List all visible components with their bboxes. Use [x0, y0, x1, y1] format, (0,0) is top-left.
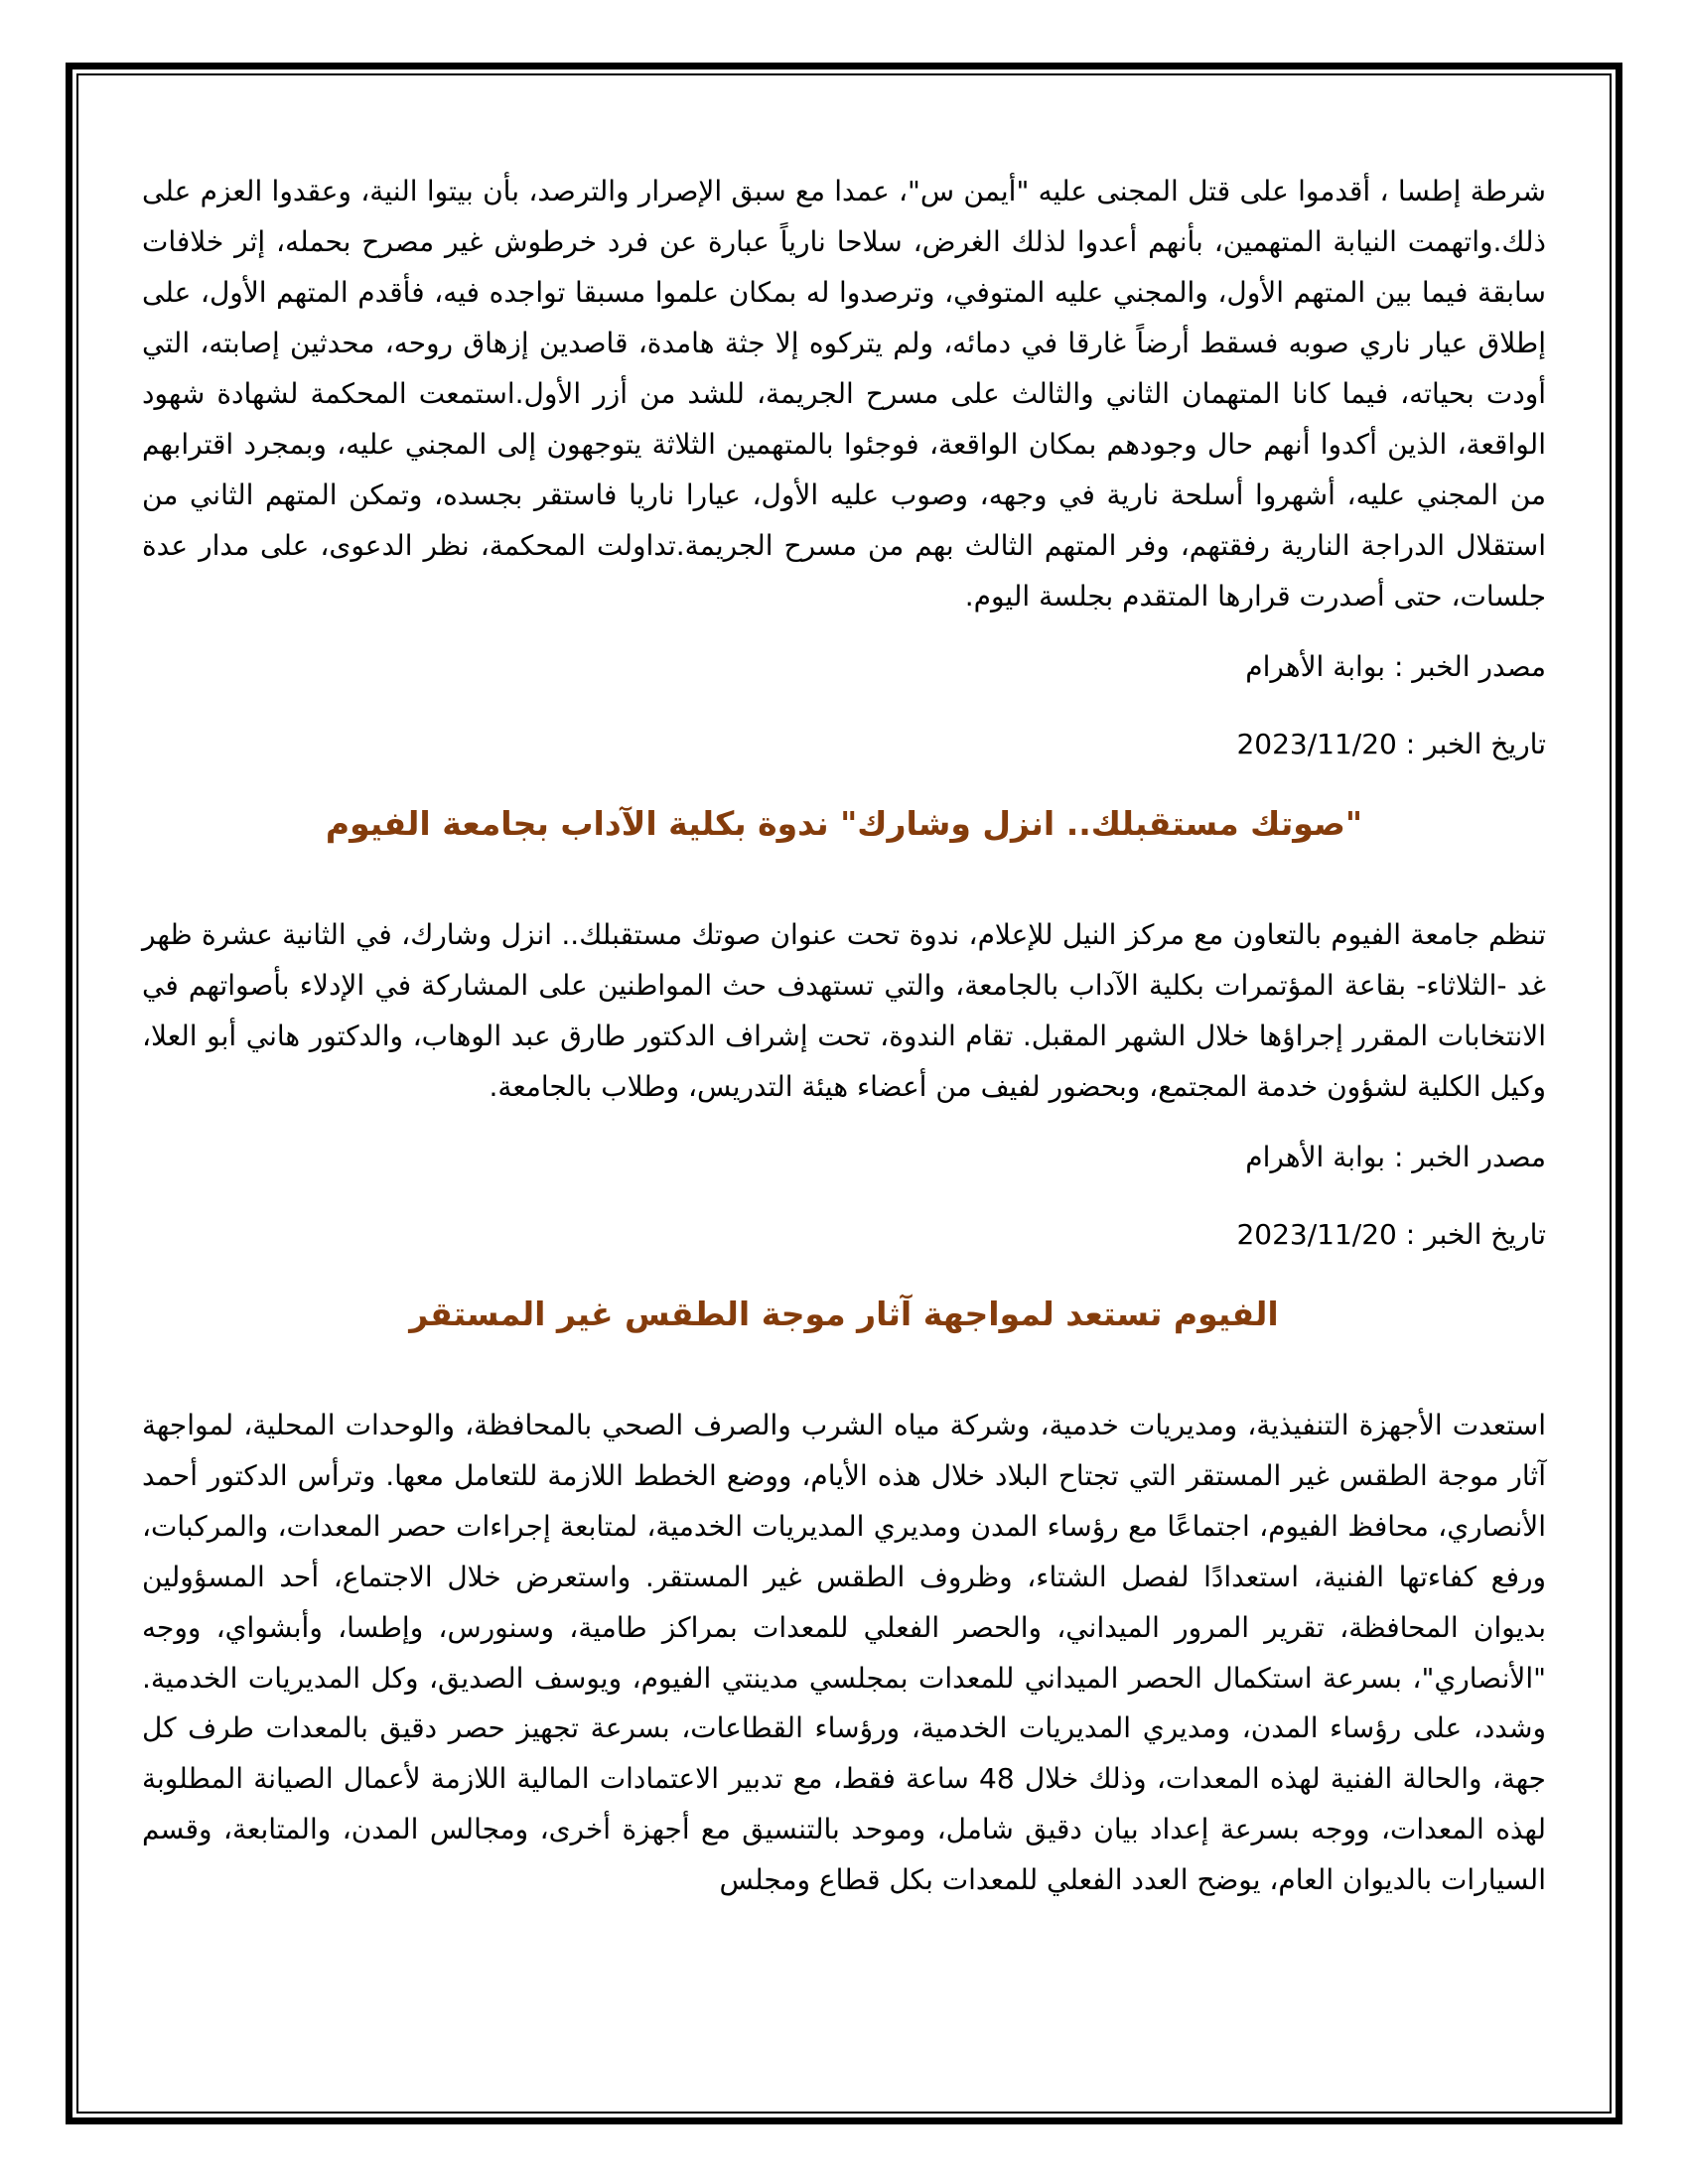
- page-border-inner: [76, 73, 1612, 2114]
- article-body: شرطة إطسا ، أقدموا على قتل المجنى عليه "أيمن س"، عمدا مع سبق الإصرار والترصد، بأن بيتوا النية، وعقدوا العزم على ذلك.واتهمت النيابة المتهمين، بأنهم أعدوا لذلك الغرض، سلاحا نارياً عبارة عن فرد خرطوش غير مصرح بحمله، إثر خلافات سابقة فيما بين المتهم الأول، والمجني عليه المتوفي، وترصدوا له بمكان علموا مسبقا تواجده فيه، فأقدم المتهم الأول، على إطلاق عيار ناري صوبه فسقط أرضاً غارقا في دمائه، ولم يتركوه إلا جثة هامدة، قاصدين إزهاق روحه، محدثين إصابته، التي أودت بحياته، فيما كانا المتهمان الثاني والثالث على مسرح الجريمة، للشد من أزر الأول.استمعت المحكمة لشهادة شهود الواقعة، الذين أكدوا أنهم حال وجودهم بمكان الواقعة، فوجئوا بالمتهمين الثلاثة يتوجهون إلى المجني عليه، وبمجرد اقترابهم من المجني عليه، أشهروا أسلحة نارية في وجهه، وصوب عليه الأول، عيارا ناريا فاستقر بجسده، وتمكن المتهم الثاني من استقلال الدراجة النارية رفقتهم، وفر المتهم الثالث بهم من مسرح الجريمة.تداولت المحكمة، نظر الدعوى، على مدار عدة جلسات، حتى أصدرت قرارها المتقدم بجلسة اليوم.: [142, 175, 1546, 613]
- article-court-ruling: [142, 167, 1546, 765]
- article-university-seminar: [142, 801, 1546, 1256]
- article-weather-preparation: [142, 1292, 1546, 1907]
- page-border-outer: [66, 63, 1622, 2124]
- news-source-line: مصدر الخبر : بوابة الأهرام: [1245, 649, 1546, 683]
- news-date-line: تاريخ الخبر : 2023/11/20: [1236, 1217, 1546, 1251]
- article-heading: "صوتك مستقبلك.. انزل وشارك" ندوة بكلية الآداب بجامعة الفيوم: [325, 803, 1363, 843]
- article-body: تنظم جامعة الفيوم بالتعاون مع مركز النيل للإعلام، ندوة تحت عنوان صوتك مستقبلك.. انزل وشارك، في الثانية عشرة ظهر غد -الثلاثاء- بقاعة المؤتمرات بكلية الآداب بالجامعة، والتي تستهدف حث المواطنين على المشاركة في الإدلاء بأصواتهم في الانتخابات المقرر إجراؤها خلال الشهر المقبل. تقام الندوة، تحت إشراف الدكتور طارق عبد الوهاب، والدكتور هاني أبو العلا، وكيل الكلية لشؤون خدمة المجتمع، وبحضور لفيف من أعضاء هيئة التدريس، وطلاب بالجامعة.: [142, 917, 1546, 1103]
- article-heading: الفيوم تستعد لمواجهة آثار موجة الطقس غير المستقر: [409, 1294, 1279, 1333]
- page-content: [78, 75, 1610, 1906]
- news-date-line: تاريخ الخبر : 2023/11/20: [1236, 727, 1546, 760]
- news-source-line: مصدر الخبر : بوابة الأهرام: [1245, 1140, 1546, 1173]
- article-body: استعدت الأجهزة التنفيذية، ومديريات خدمية، وشركة مياه الشرب والصرف الصحي بالمحافظة، والوحدات المحلية، لمواجهة آثار موجة الطقس غير المستقر التي تجتاح البلاد خلال هذه الأيام، ووضع الخطط اللازمة للتعامل معها. وترأس الدكتور أحمد الأنصاري، محافظ الفيوم، اجتماعًا مع رؤساء المدن ومديري المديريات الخدمية، لمتابعة إجراءات حصر المعدات، والمركبات، ورفع كفاءتها الفنية، استعدادًا لفصل الشتاء، وظروف الطقس غير المستقر. واستعرض خلال الاجتماع، أحد المسؤولين بديوان المحافظة، تقرير المرور الميداني، والحصر الفعلي للمعدات بمراكز طامية، وسنورس، وإطسا، وأبشواي، ووجه "الأنصاري"، بسرعة استكمال الحصر الميداني للمعدات بمجلسي مدينتي الفيوم، ويوسف الصديق، وكل المديريات الخدمية. وشدد، على رؤساء المدن، ومديري المديريات الخدمية، ورؤساء القطاعات، بسرعة تجهيز حصر دقيق بالمعدات طرف كل جهة، والحالة الفنية لهذه المعدات، وذلك خلال 48 ساعة فقط، مع تدبير الاعتمادات المالية اللازمة لأعمال الصيانة المطلوبة لهذه المعدات، ووجه بسرعة إعداد بيان دقيق شامل، وموحد بالتنسيق مع أجهزة أخرى، ومجالس المدن، والمتابعة، وقسم السيارات بالديوان العام، يوضح العدد الفعلي للمعدات بكل قطاع ومجلس: [142, 1408, 1546, 1897]
